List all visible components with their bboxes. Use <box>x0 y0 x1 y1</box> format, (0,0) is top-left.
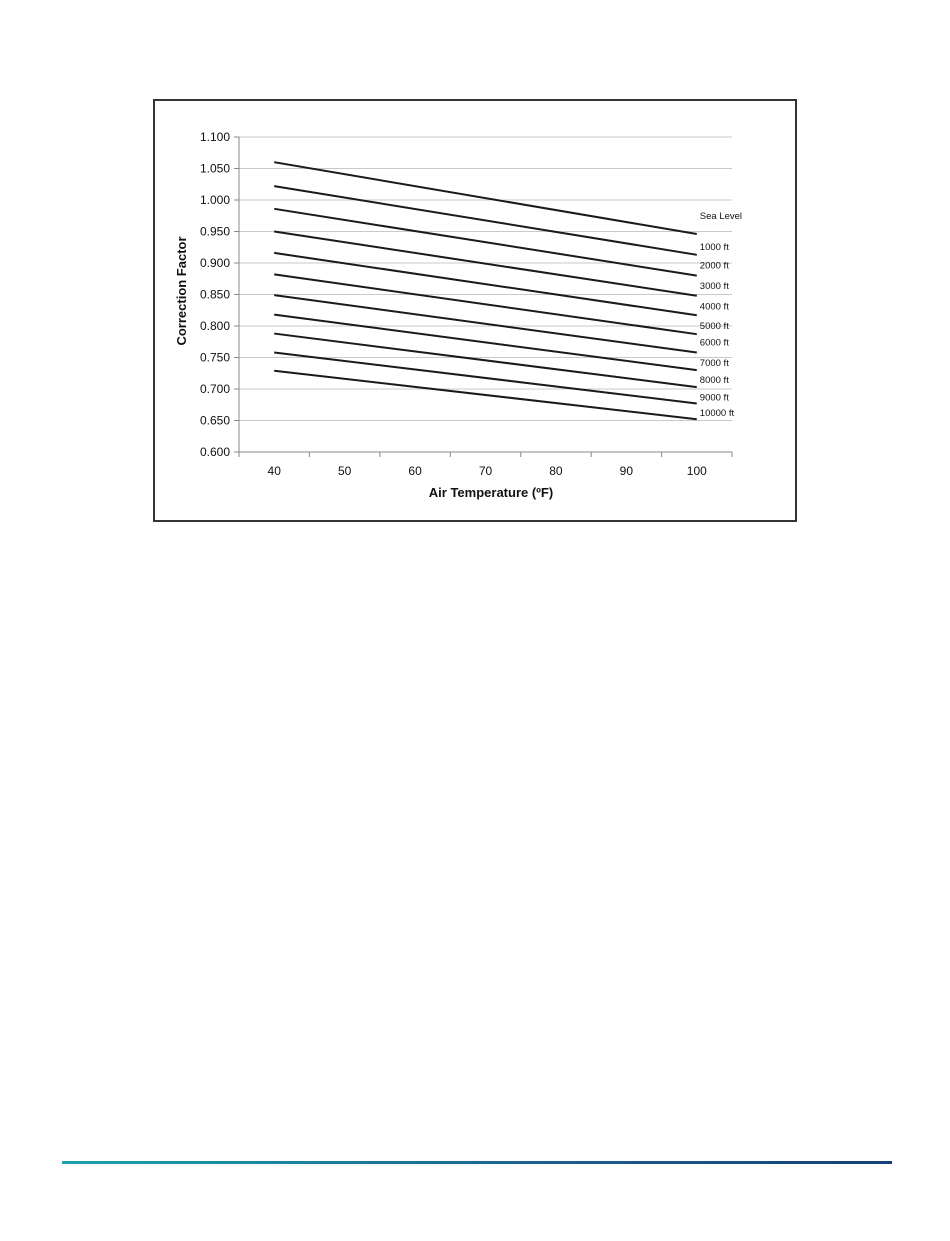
y-tick-label: 0.950 <box>199 224 230 239</box>
axes <box>234 137 732 457</box>
x-tick-label: 60 <box>408 464 422 478</box>
series-label: Sea Level <box>699 211 743 223</box>
y-tick-label: 1.100 <box>199 130 230 144</box>
y-axis-title: Correction Factor <box>174 236 189 346</box>
y-tick-label: 0.800 <box>199 319 230 333</box>
x-tick-label: 50 <box>337 464 352 478</box>
series-label: 8000 ft <box>699 375 729 387</box>
series-label: 9000 ft <box>699 392 729 404</box>
y-tick-label: 0.900 <box>199 256 230 270</box>
y-tick-label: 0.750 <box>199 350 230 365</box>
y-tick-label: 0.650 <box>199 413 230 428</box>
x-tick-label: 70 <box>478 464 493 478</box>
x-tick-label: 90 <box>619 464 634 478</box>
series-label: 1000 ft <box>699 241 729 253</box>
x-tick-label: 40 <box>267 464 281 478</box>
series-line-3000-ft <box>274 232 697 296</box>
series-label: 10000 ft <box>699 408 735 420</box>
series-label: 5000 ft <box>699 321 729 333</box>
series-label: 6000 ft <box>699 337 729 349</box>
x-tick-label: 80 <box>549 464 563 478</box>
y-tick-label: 0.600 <box>199 445 230 459</box>
y-tick-label: 1.000 <box>199 193 230 207</box>
series-line-1000-ft <box>274 186 697 255</box>
chart-frame <box>153 99 797 522</box>
series-label: 4000 ft <box>699 301 729 313</box>
y-tick-label: 1.050 <box>199 161 230 176</box>
series-label: 7000 ft <box>699 358 729 370</box>
series-lines <box>274 162 697 419</box>
series-line-2000-ft <box>274 209 697 276</box>
series-label: 3000 ft <box>699 280 729 292</box>
x-axis-title: Air Temperature (ºF) <box>428 485 554 500</box>
series-label: 2000 ft <box>699 260 729 272</box>
correction-factor-chart <box>155 101 795 520</box>
x-tick-label: 100 <box>686 464 707 478</box>
series-line-sea-level <box>274 162 697 234</box>
footer-divider <box>62 1161 892 1164</box>
y-tick-label: 0.850 <box>199 287 230 302</box>
labels <box>200 130 742 478</box>
y-tick-label: 0.700 <box>199 382 230 396</box>
